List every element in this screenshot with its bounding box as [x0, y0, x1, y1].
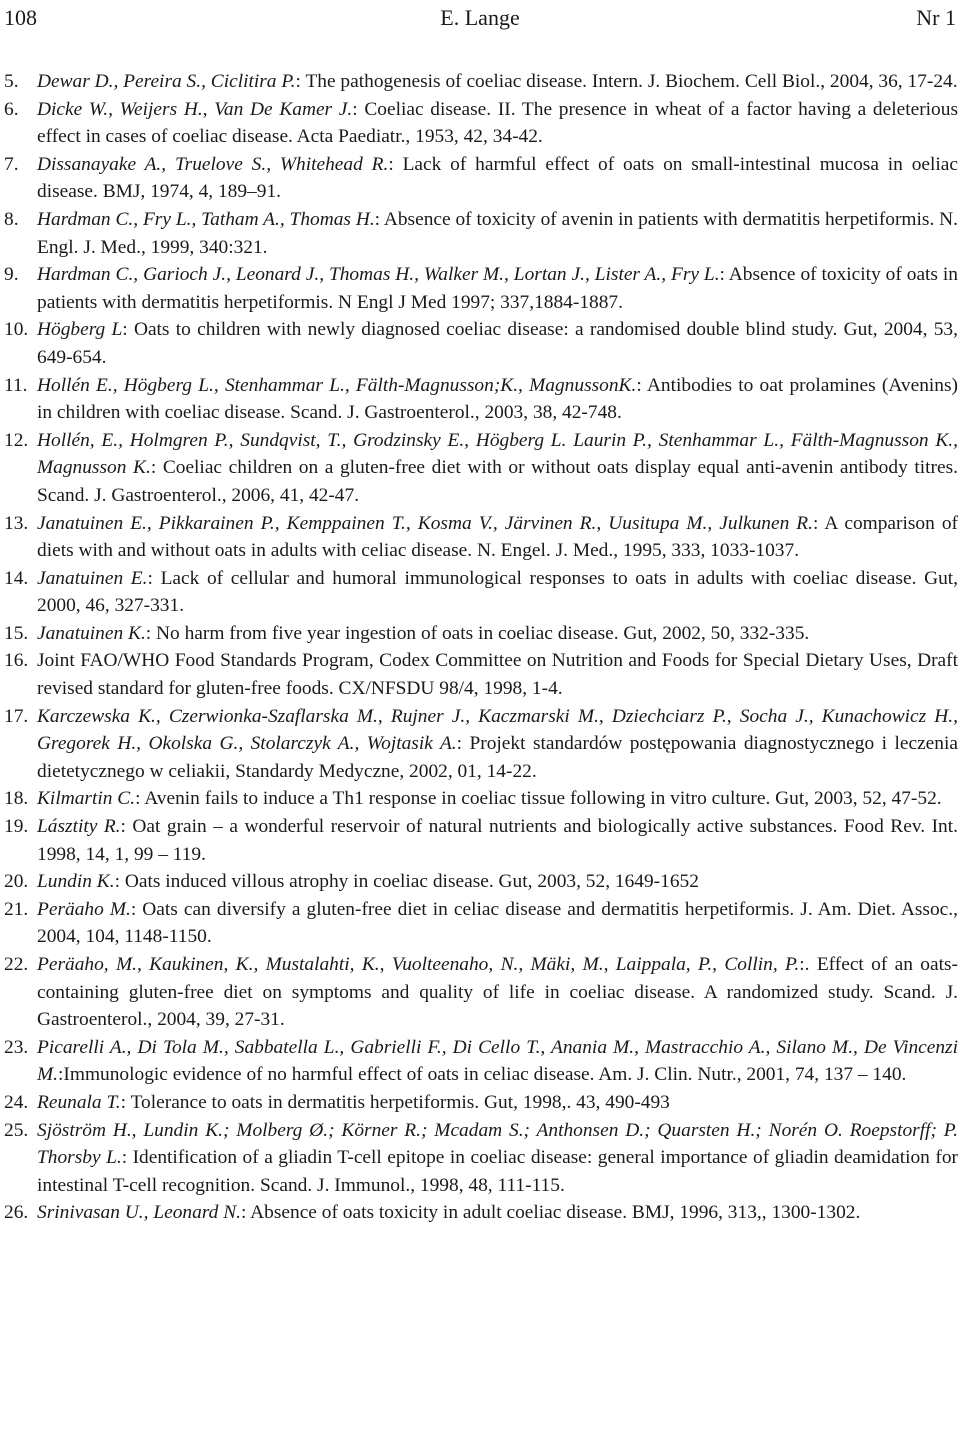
reference-separator: :: [130, 898, 143, 920]
reference-item: [0, 620, 960, 648]
reference-separator: :: [374, 208, 384, 230]
reference-authors: Sjöström H., Lundin K.; Molberg Ø.; Körner R.; Mcadam S.; Anthonsen D.; Quarsten H.; Norén O. Roepstorff; P. Thorsby L.: [37, 1119, 958, 1169]
reference-authors: Janatuinen E., Pikkarainen P., Kemppainen T., Kosma V., Järvinen R., Uusitupa M., Julkunen R.: [37, 512, 813, 534]
reference-citation: Coeliac children on a gluten-free diet with or without oats display equal anti-avenin antibody titres. Scand. J. Gastroenterol., 2006, 41, 42-47.: [37, 457, 958, 506]
reference-citation: A comparison of diets with and without oats in adults with celiac disease. N. Engel. J. Med., 1995, 333, 1033-1037.: [37, 512, 958, 562]
reference-separator: :: [135, 788, 145, 810]
reference-item: [0, 1199, 960, 1227]
reference-item: [0, 96, 960, 151]
reference-number: 24.: [4, 1091, 29, 1113]
reference-authors: Janatuinen E.: [37, 567, 148, 589]
reference-item: [0, 1034, 960, 1089]
reference-citation: Immunologic evidence of no harmful effect of oats in celiac disease. Am. J. Clin. Nutr., 2001, 74, 137 – 140.: [63, 1064, 907, 1086]
reference-item: [0, 151, 960, 206]
reference-item: [0, 785, 960, 813]
reference-citation: Absence of oats toxicity in adult coeliac disease. BMJ, 1996, 313,, 1300-1302.: [250, 1202, 861, 1224]
reference-number: 23.: [4, 1036, 29, 1058]
reference-number: 16.: [4, 650, 29, 672]
reference-item: [0, 565, 960, 620]
reference-citation: Tolerance to oats in dermatitis herpetiformis. Gut, 1998,. 43, 490-493: [130, 1091, 670, 1113]
reference-separator: :: [240, 1202, 251, 1224]
reference-citation: Absence of toxicity of oats in patients with dermatitis herpetiformis. N Engl J Med 1997; 337,1884-1887.: [37, 264, 958, 313]
reference-number: 10.: [4, 319, 29, 341]
reference-number: 6.: [4, 98, 19, 120]
reference-citation: Effect of an oats-containing gluten-free diet on symptoms and quality of life in coeliac disease. A randomized study. Scand. J. Gastroenterol., 2004, 39, 27-31.: [37, 954, 958, 1031]
reference-number: 26.: [4, 1202, 29, 1224]
reference-number: 17.: [4, 705, 29, 727]
reference-citation: Projekt standardów postępowania diagnostycznego i leczenia dietetycznego w celiakii, Standardy Medyczne, 2002, 01, 14-22.: [37, 733, 958, 782]
reference-authors: Dewar D., Pereira S., Ciclitira P.: [37, 71, 296, 92]
reference-separator: :: [150, 457, 163, 479]
reference-authors: Dissanayake A., Truelove S., Whitehead R.: [37, 153, 389, 175]
reference-authors: Srinivasan U., Leonard N.: [37, 1202, 241, 1224]
reference-citation: Oats to children with newly diagnosed coeliac disease: a randomised double blind study. Gut, 2004, 53, 649-654.: [37, 319, 958, 368]
reference-number: 8.: [4, 208, 19, 230]
reference-citation: Lack of harmful effect of oats on small-intestinal mucosa in oeliac disease. BMJ, 1974, 4, 189–91.: [37, 153, 958, 203]
reference-item: [0, 647, 960, 702]
reference-citation: Joint FAO/WHO Food Standards Program, Codex Committee on Nutrition and Foods for Special Dietary Uses, Draft revised standard for gluten-free foods. CX/NFSDU 98/4, 1998, 1-4.: [37, 650, 958, 700]
page-number: 108: [4, 5, 37, 30]
reference-item: [0, 951, 960, 1034]
reference-authors: Janatuinen K.: [37, 622, 146, 644]
reference-item: [0, 316, 960, 371]
reference-item: [0, 261, 960, 316]
reference-number: 21.: [4, 898, 29, 920]
reference-citation: Oats can diversify a gluten-free diet in celiac disease and dermatitis herpetiformis. J. Am. Diet. Assoc., 2004, 104, 1148-1150.: [37, 898, 958, 948]
reference-authors: Hardman C., Garioch J., Leonard J., Thomas H., Walker M., Lortan J., Lister A., Fry L.: [37, 264, 720, 286]
reference-item: [0, 703, 960, 786]
reference-item: [0, 868, 960, 896]
reference-citation: Absence of toxicity of avenin in patients with dermatitis herpetiformis. N. Engl. J. Med., 1999, 340:321.: [37, 208, 959, 258]
reference-separator: :: [145, 622, 157, 644]
reference-authors: Peräaho, M., Kaukinen, K., Mustalahti, K., Vuolteenaho, N., Mäki, M., Laippala, P., Collin, P.: [37, 954, 800, 975]
reference-separator: :: [295, 71, 306, 92]
reference-number: 11.: [4, 374, 28, 396]
reference-separator: :: [120, 816, 133, 838]
reference-citation: No harm from five year ingestion of oats in coeliac disease. Gut, 2002, 50, 332-335.: [156, 622, 810, 644]
reference-number: 7.: [4, 153, 19, 175]
reference-item: [0, 372, 960, 427]
reference-number: 9.: [4, 264, 19, 286]
reference-separator: :: [58, 1064, 64, 1086]
reference-number: 18.: [4, 788, 29, 810]
reference-citation: Oats induced villous atrophy in coeliac disease. Gut, 2003, 52, 1649-1652: [124, 871, 699, 893]
reference-citation: Oat grain – a wonderful reservoir of natural nutrients and biologically active substances. Food Rev. Int. 1998, 14, 1, 99 – 119.: [37, 816, 958, 865]
reference-separator: :: [456, 733, 470, 755]
reference-item: [0, 1117, 960, 1200]
running-head: [0, 4, 960, 34]
reference-authors: Hollén, E., Holmgren P., Sundqvist, T., Grodzinsky E., Högberg L. Laurin P., Stenhammar L., Fälth-Magnusson K., Magnusson K.: [37, 429, 958, 479]
reference-citation: Lack of cellular and humoral immunological responses to oats in adults with coeliac disease. Gut, 2000, 46, 327-331.: [37, 567, 958, 617]
reference-item: [0, 68, 960, 96]
reference-item: [0, 813, 960, 868]
reference-authors: Lásztity R.: [37, 816, 121, 838]
reference-number: 15.: [4, 622, 29, 644]
reference-item: [0, 1089, 960, 1117]
reference-separator: :.: [799, 954, 817, 975]
reference-authors: Reunala T.: [37, 1091, 121, 1113]
reference-citation: Coeliac disease. II. The presence in wheat of a factor having a deleterious effect in cases of coeliac disease. Acta Paediatr., 1953, 42, 34-42.: [37, 98, 958, 148]
reference-separator: :: [719, 264, 729, 286]
reference-number: 22.: [4, 954, 29, 975]
reference-separator: :: [388, 153, 403, 175]
reference-list: [0, 68, 960, 1227]
reference-separator: :: [122, 319, 134, 341]
reference-number: 5.: [4, 71, 19, 92]
reference-number: 25.: [4, 1119, 29, 1141]
reference-citation: Antibodies to oat prolamines (Avenins) in children with coeliac disease. Scand. J. Gastroenterol., 2003, 38, 42-748.: [37, 374, 958, 424]
reference-authors: Peräaho M.: [37, 898, 131, 920]
reference-separator: :: [121, 1147, 133, 1169]
reference-citation: Avenin fails to induce a Th1 response in coeliac tissue following in vitro culture. Gut, 2003, 52, 47-52.: [144, 788, 942, 810]
reference-citation: Identification of a gliadin T-cell epitope in coeliac disease: general importance of gliadin deamidation for intestinal T-cell recognition. Scand. J. Immunol., 1998, 48, 111-115.: [37, 1147, 958, 1196]
reference-separator: :: [114, 871, 125, 893]
reference-separator: :: [120, 1091, 131, 1113]
reference-number: 13.: [4, 512, 29, 534]
reference-authors: Kilmartin C.: [37, 788, 136, 810]
reference-separator: :: [147, 567, 161, 589]
reference-authors: Lundin K.: [37, 871, 115, 893]
reference-number: 20.: [4, 871, 29, 893]
reference-number: 14.: [4, 567, 29, 589]
reference-citation: The pathogenesis of coeliac disease. Intern. J. Biochem. Cell Biol., 2004, 36, 17-24.: [305, 71, 958, 92]
reference-authors: Hollén E., Högberg L., Stenhammar L., Fälth-Magnusson;K., MagnussonK.: [37, 374, 637, 396]
reference-authors: Hardman C., Fry L., Tatham A., Thomas H.: [37, 208, 375, 230]
reference-authors: Picarelli A., Di Tola M., Sabbatella L., Gabrielli F., Di Cello T., Anania M., Mastracchio A., Silano M., De Vincenzi M.: [37, 1036, 958, 1086]
reference-item: [0, 896, 960, 951]
reference-item: [0, 510, 960, 565]
reference-separator: :: [352, 98, 365, 120]
reference-authors: Dicke W., Weijers H., Van De Kamer J.: [37, 98, 353, 120]
reference-item: [0, 427, 960, 510]
reference-number: 12.: [4, 429, 29, 451]
issue-number: Nr 1: [916, 5, 956, 30]
reference-item: [0, 206, 960, 261]
reference-authors: Högberg L: [37, 319, 123, 341]
reference-separator: :: [636, 374, 647, 396]
reference-number: 19.: [4, 816, 29, 838]
running-author: E. Lange: [440, 5, 520, 30]
reference-authors: Karczewska K., Czerwionka-Szaflarska M., Rujner J., Kaczmarski M., Dziechciarz P., Socha J., Kunachowicz H., Gregorek H., Okolska G., Stolarczyk A., Wojtasik A.: [37, 705, 958, 755]
reference-separator: :: [813, 512, 825, 534]
